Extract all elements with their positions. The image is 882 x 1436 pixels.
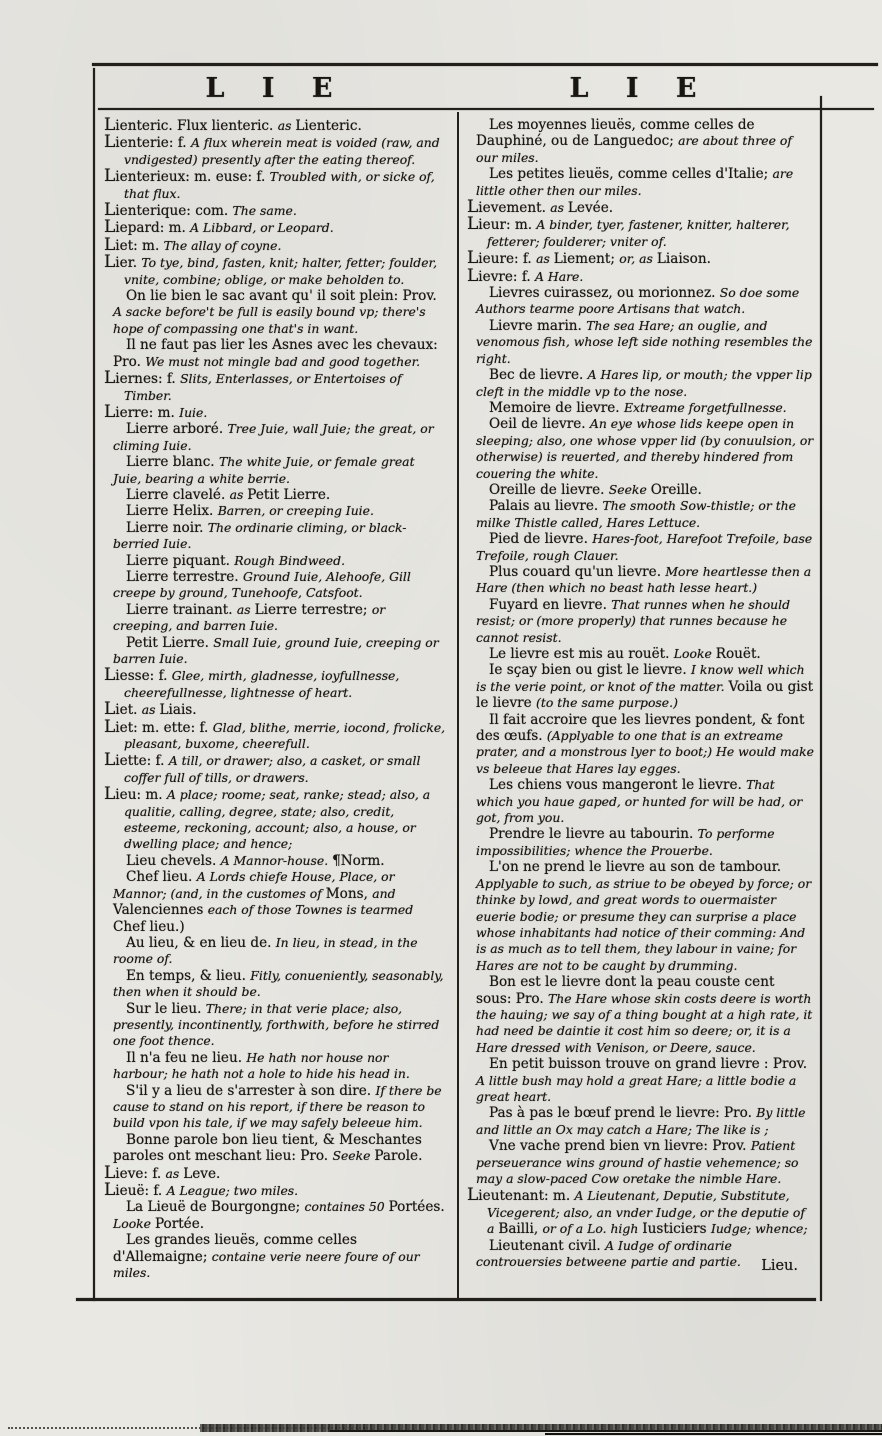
entry-gloss-segment: Patient perseuerance wins ground of hastie vehemence; so may a slow-paced Cow oretake the nimble Hare. — [476, 1138, 799, 1186]
entry-headword-segment: La Lieuë de Bourgongne; — [126, 1199, 305, 1216]
entry-gloss-segment: as — [141, 702, 160, 718]
entry-headword-segment: Lienteric. Flux lienteric. — [104, 115, 278, 135]
entry-headword-segment: Lienterieux: m. euse: f. — [104, 166, 270, 187]
entry-headword-segment: Lieutenant civil. — [489, 1237, 606, 1254]
dictionary-entry — [467, 117, 814, 166]
entry-headword-segment: Les grandes lieuës, comme celles d'Allemaigne; — [113, 1232, 357, 1265]
dictionary-entry — [104, 752, 446, 786]
dictionary-entry — [104, 553, 446, 569]
entry-headword-segment: Les chiens vous mangeront le lievre. — [489, 777, 747, 794]
entry-headword-segment: Il ne faut pas lier les Asnes avec les chevaux: Pro. — [113, 337, 438, 370]
dictionary-entry — [104, 117, 446, 134]
entry-gloss-segment: A Lieutenant, Deputie, Substitute, Vicegerent; also, an vnder Iudge, or the deputie of a — [487, 1188, 805, 1237]
entry-gloss-segment: Iudge; whence; — [710, 1221, 808, 1237]
column-right — [467, 117, 814, 1270]
entry-gloss-segment: A Mannor-house. — [220, 852, 333, 868]
entry-gloss-segment: Hares-foot, Harefoot Trefoile, base Trefoile, rough Clauer. — [476, 531, 813, 563]
dictionary-entry — [104, 421, 446, 454]
entry-headword-segment: Fuyard en lievre. — [489, 596, 612, 613]
frame-bottom-rule — [76, 1298, 816, 1301]
entry-gloss-segment: There; in that verie place; also, presently, incontinently, forthwith, before he stirred one foot thence. — [113, 1000, 440, 1049]
entry-gloss-segment: Barren, or creeping Iuie. — [217, 503, 374, 519]
entry-headword-segment: Parole. — [374, 1148, 423, 1165]
column-left — [104, 117, 446, 1281]
entry-headword-segment: Memoire de lievre. — [489, 399, 624, 416]
entry-gloss-segment: A flux wherein meat is voided (raw, and vndigested) presently after the eating thereof. — [124, 135, 440, 167]
entry-headword-segment: Leve. — [183, 1165, 221, 1182]
scan-artifact-line — [330, 1430, 882, 1432]
entry-gloss-segment: are little other then our miles. — [476, 166, 794, 198]
entry-headword-segment: Il fait accroire que les lievres pondent, & font des œufs. — [476, 711, 805, 745]
dictionary-entry — [104, 454, 446, 487]
entry-headword-segment: Lieutenant: m. — [467, 1185, 575, 1206]
column-divider — [457, 112, 459, 1300]
entry-gloss-segment: as — [236, 601, 255, 617]
entry-headword-segment: Lierre clavelé. — [126, 486, 230, 503]
entry-gloss-segment: Glad, blithe, merrie, iocond, frolicke, pleasant, buxome, cheerefull. — [124, 719, 446, 752]
entry-headword-segment: Palais au lievre. — [489, 498, 603, 515]
entry-gloss-segment: A binder, tyer, fastener, knitter, halterer, fetterer; foulderer; vniter of. — [487, 217, 790, 249]
entry-gloss-segment: So doe some Authors tearme poore Artisans that watch. — [476, 285, 800, 317]
entry-gloss-segment: A Hare. — [535, 268, 584, 284]
entry-gloss-segment: each of those Townes is tearmed — [207, 902, 414, 918]
entry-headword-segment: Plus couard qu'un lievre. — [489, 563, 666, 580]
dictionary-entry — [467, 1138, 814, 1187]
entry-headword-segment: Les moyennes lieuës, comme celles de Dauphiné, ou de Languedoc; — [476, 117, 755, 150]
entry-headword-segment: Sur le lieu. — [126, 1000, 206, 1017]
entry-headword-segment: Lierre piquant. — [126, 552, 235, 569]
entry-headword-segment: Bon est le lievre dont la peau couste cent sous: Pro. — [476, 974, 775, 1007]
entry-gloss-segment: The white Juie, or female great Juie, bearing a white berrie. — [113, 454, 415, 486]
dictionary-entry — [104, 337, 446, 370]
entry-gloss-segment: In lieu, in stead, in the roome of. — [113, 934, 418, 967]
entry-headword-segment: Oreille. — [650, 481, 702, 498]
dictionary-entry — [467, 777, 814, 826]
entry-headword-segment: Bailli, — [498, 1221, 543, 1238]
entry-gloss-segment: as — [536, 251, 554, 267]
entry-gloss-segment: He hath nor house nor harbour; he hath not a hole to hide his head in. — [113, 1049, 410, 1082]
entry-gloss-segment: Seeke — [332, 1148, 375, 1164]
entry-headword-segment: On lie bien le sac avant qu' il soit plein: Prov. — [126, 288, 437, 305]
entry-gloss-segment: or creeping, and barren Iuie. — [113, 601, 386, 634]
dictionary-entry — [467, 265, 814, 286]
entry-gloss-segment: That runnes when he should resist; or (more properly) that runnes because he cannot resist. — [476, 596, 791, 645]
dictionary-entry — [467, 974, 814, 1056]
dictionary-entry — [467, 1105, 814, 1138]
entry-headword-segment: Lieure: f. — [467, 248, 537, 269]
dictionary-entry — [467, 646, 814, 662]
dictionary-entry — [467, 531, 814, 564]
entry-gloss-segment: To performe impossibilities; whence the Prouerbe. — [476, 826, 775, 858]
entry-gloss-segment: Rough Bindweed. — [234, 552, 346, 568]
entry-headword-segment: Lierre: m. — [104, 401, 180, 422]
entry-headword-segment: Liet: m. — [104, 234, 164, 255]
dictionary-entry — [467, 826, 814, 859]
entry-headword-segment: Lienterique: com. — [104, 200, 233, 221]
entry-headword-segment: Lieuë: f. — [104, 1180, 167, 1200]
dictionary-entry — [104, 569, 446, 602]
entry-gloss-segment: as — [229, 486, 248, 502]
dictionary-entry — [467, 199, 814, 216]
dictionary-entry — [467, 216, 814, 250]
entry-headword-segment: Lienteric. — [295, 118, 362, 134]
entry-gloss-segment: A little bush may hold a great Hare; a little bodie a great heart. — [476, 1072, 797, 1104]
dictionary-entry — [467, 166, 814, 199]
entry-gloss-segment: We must not mingle bad and good together. — [145, 353, 421, 369]
entry-gloss-segment: A League; two miles. — [166, 1183, 299, 1198]
entry-gloss-segment: The same. — [232, 203, 297, 219]
dictionary-entry — [467, 712, 814, 778]
dictionary-entry — [104, 1232, 446, 1281]
entry-gloss-segment: (to the same purpose.) — [536, 695, 678, 711]
entry-headword-segment: Lierre trainant. — [126, 601, 237, 618]
entry-headword-segment: Lierre arboré. — [126, 421, 228, 438]
entry-gloss-segment: Looke — [673, 646, 716, 661]
entry-headword-segment: Rouët. — [715, 646, 761, 662]
entry-gloss-segment: A Lords chiefe House, Place, or Mannor; (and, in the customes of — [113, 869, 395, 901]
entry-headword-segment: Chef lieu. — [126, 869, 197, 886]
frame-left-border — [93, 68, 95, 1301]
entry-gloss-segment: A Libbard, or Leopard. — [190, 220, 334, 236]
entry-gloss-segment: A till, or drawer; also, a casket, or small coffer full of tills, or drawers. — [124, 753, 421, 785]
frame-top-rule — [92, 63, 878, 66]
entry-gloss-segment: A Hares lip, or mouth; the vpper lip cleft in the middle vp to the nose. — [476, 367, 812, 399]
entry-gloss-segment: containes 50 — [304, 1199, 389, 1215]
entry-headword-segment: Lievre marin. — [489, 317, 587, 334]
entry-headword-segment: S'il y a lieu de s'arrester à son dire. — [126, 1082, 376, 1099]
entry-headword-segment: Pas à pas le bœuf prend le lievre: Pro. — [489, 1105, 757, 1122]
entry-headword-segment: Portée. — [154, 1215, 205, 1232]
entry-gloss-segment: A sacke before't be full is easily bound vp; there's hope of compassing one that's in want. — [113, 304, 426, 336]
entry-gloss-segment: Applyable to such, as striue to be obeyed by force; or thinke by lowd, and great words to ouermaister euerie bodie; or presume they can surprise a place whose inhabitants had notice of their comming: And is as much as to tell them, they labour in vaine; for Hares are not to be caught by drumming. — [476, 875, 812, 973]
entry-gloss-segment: The sea Hare; an ouglie, and venomous fish, whose left side nothing resembles the right. — [476, 317, 813, 366]
entry-gloss-segment: or of a Lo. high — [542, 1221, 643, 1237]
entry-gloss-segment: and — [372, 885, 396, 901]
dictionary-entry — [104, 1182, 446, 1199]
dictionary-entry — [104, 202, 446, 219]
entry-headword-segment: Lier. — [104, 252, 142, 273]
entry-headword-segment: Le lievre est mis au rouët. — [489, 646, 674, 662]
entry-gloss-segment: A place; roome; seat, ranke; stead; also, a qualitie, calling, degree, state; also, credit, esteeme, reckoning, account; also, a house, or dwelling place; and hence; — [124, 787, 431, 852]
entry-headword-segment: Ie sçay bien ou gist le lievre. — [489, 662, 691, 679]
entry-headword-segment: Oreille de lievre. — [489, 481, 609, 498]
dictionary-entry — [467, 859, 814, 974]
entry-headword-segment: Iusticiers — [642, 1221, 711, 1238]
entry-gloss-segment: The allay of coyne. — [163, 237, 282, 253]
dictionary-entry — [467, 285, 814, 318]
frame-right-border — [820, 96, 822, 1301]
dictionary-entry — [104, 869, 446, 935]
entry-gloss-segment: Slits, Enterlasses, or Entertoises of Timber. — [124, 371, 402, 403]
dictionary-entry — [104, 1199, 446, 1232]
dictionary-entry — [104, 134, 446, 168]
running-head-right: L I E — [569, 73, 711, 104]
entry-headword-segment: Bec de lievre. — [489, 367, 588, 384]
dictionary-entry — [467, 482, 814, 498]
dictionary-entry — [104, 219, 446, 236]
entry-headword-segment: Lieu: m. — [104, 784, 167, 805]
dictionary-entry — [104, 853, 446, 869]
dictionary-entry — [104, 635, 446, 668]
dictionary-entry — [467, 416, 814, 482]
entry-headword-segment: Voila ou gist le lievre — [476, 678, 814, 712]
dictionary-entry — [104, 1001, 446, 1050]
entry-headword-segment: Lierre terrestre; — [254, 601, 372, 618]
entry-headword-segment: Mons, — [325, 885, 373, 902]
dictionary-entry — [104, 786, 446, 853]
entry-gloss-segment: A Iudge of ordinarie controuersies betweene partie and partie. — [476, 1237, 741, 1270]
entry-gloss-segment: Looke — [113, 1215, 155, 1231]
entry-headword-segment: Les petites lieuës, comme celles d'Italie; — [489, 166, 773, 183]
entry-headword-segment: Bonne parole bon lieu tient, & Meschantes paroles ont meschant lieu: Pro. — [113, 1131, 422, 1165]
entry-headword-segment: Liais. — [159, 702, 197, 719]
entry-headword-segment: Lierre blanc. — [126, 454, 219, 471]
entry-gloss-segment: The smooth Sow-thistle; or the milke Thistle called, Hares Lettuce. — [476, 498, 796, 530]
entry-headword-segment: Valenciennes — [113, 902, 208, 919]
entry-headword-segment: Liepard: m. — [104, 217, 191, 238]
entry-gloss-segment: Seeke — [608, 481, 651, 497]
entry-gloss-segment: or, as — [619, 251, 657, 267]
entry-gloss-segment: More heartlesse then a Hare (then which no beast hath lesse heart.) — [476, 563, 812, 596]
entry-gloss-segment: I know well which is the verie point, or knot of the matter. — [476, 662, 805, 694]
dictionary-entry — [104, 520, 446, 553]
entry-gloss-segment: (Applyable to one that is an extreame prater, and a monstrous lyer to boot;) He would make vs beleeue that Hares lay egges. — [476, 728, 814, 776]
entry-gloss-segment: If there be cause to stand on his report, if there be reason to build vpon his tale, if we may safely beleeue him. — [113, 1082, 442, 1131]
entry-headword-segment: Prendre le lievre au tabourin. — [489, 826, 698, 843]
dictionary-entry — [104, 254, 446, 288]
entry-headword-segment: Liaison. — [656, 251, 711, 268]
dictionary-entry — [104, 1162, 446, 1183]
entry-gloss-segment: Ground Iuie, Alehoofe, Gill creepe by ground, Tunehoofe, Catsfoot. — [113, 568, 411, 601]
entry-headword-segment: L'on ne prend le lievre au son de tambour. — [489, 859, 782, 876]
dictionary-entry — [104, 370, 446, 404]
entry-gloss-segment: Troubled with, or sicke of, that flux. — [124, 169, 435, 201]
dictionary-entry — [104, 716, 446, 753]
dictionary-entry — [467, 597, 814, 646]
entry-gloss-segment: Tree Juie, wall Juie; the great, or climing Iuie. — [113, 421, 434, 453]
entry-headword-segment: Lieu chevels. — [126, 852, 221, 869]
entry-headword-segment: Liement; — [553, 251, 620, 268]
dictionary-entry — [467, 498, 814, 531]
dictionary-entry — [467, 318, 814, 367]
entry-gloss-segment: By little and little an Ox may catch a Hare; The like is ; — [476, 1105, 806, 1137]
running-head-left: L I E — [205, 73, 347, 104]
entry-headword-segment: Lievement. — [467, 197, 551, 218]
entry-headword-segment: Levée. — [567, 200, 614, 217]
entry-headword-segment: Petit Lierre. — [126, 634, 214, 651]
entry-headword-segment: Pied de lievre. — [489, 531, 593, 548]
entry-headword-segment: En temps, & lieu. — [126, 967, 251, 984]
dictionary-entry — [104, 701, 446, 718]
dictionary-entry — [467, 250, 814, 267]
entry-gloss-segment: Fitly, conueniently, seasonably, then when it should be. — [113, 967, 444, 1000]
entry-gloss-segment: That which you haue gaped, or hunted for will be had, or got, from you. — [476, 777, 803, 826]
entry-headword-segment: Lienterie: f. — [104, 132, 191, 153]
entry-headword-segment: Lieur: m. — [467, 214, 537, 235]
entry-gloss-segment: Extreame forgetfullnesse. — [623, 399, 787, 415]
dictionary-entry — [104, 234, 446, 255]
entry-gloss-segment: Small Iuie, ground Iuie, creeping or barren Iuie. — [113, 634, 439, 666]
entry-headword-segment: Liesse: f. — [104, 665, 172, 686]
entry-gloss-segment: as — [277, 118, 296, 133]
dictionary-entry — [467, 662, 814, 711]
dictionary-entry — [104, 667, 446, 701]
entry-gloss-segment: To tye, bind, fasten, knit; halter, fetter; foulder, vnite, combine; oblige, or make beholden to. — [124, 255, 438, 287]
entry-headword-segment: Lierre Helix. — [126, 503, 218, 520]
entry-headword-segment: Oeil de lievre. — [489, 416, 590, 433]
entry-headword-segment: Chef lieu.) — [113, 918, 185, 935]
dictionary-entry — [104, 602, 446, 635]
dictionary-entry — [104, 168, 446, 202]
entry-gloss-segment: as — [550, 200, 568, 216]
dictionary-entry — [104, 1050, 446, 1083]
entry-headword-segment: Liet: m. ette: f. — [104, 716, 213, 737]
dictionary-entry — [467, 1056, 814, 1105]
entry-headword-segment: Lierre terrestre. — [126, 568, 243, 585]
entry-headword-segment: En petit buisson trouve on grand lievre : Prov. — [489, 1056, 808, 1073]
entry-headword-segment: Au lieu, & en lieu de. — [126, 934, 276, 951]
entry-headword-segment: Petit Lierre. — [247, 486, 331, 503]
entry-headword-segment: Liet. — [104, 699, 142, 720]
entry-headword-segment: Liernes: f. — [104, 368, 181, 389]
dictionary-entry — [467, 367, 814, 400]
dictionary-entry — [467, 1187, 814, 1237]
entry-gloss-segment: Iuie. — [179, 404, 208, 420]
frame-header-bottom-rule — [98, 108, 874, 110]
entry-gloss-segment: containe verie neere foure of our miles. — [113, 1248, 420, 1281]
entry-gloss-segment: The Hare whose skin costs deere is worth the hauing; we say of a thing bought at a high rate, it had need be daintie it cost him so deere; or, it is a Hare dressed with Venison, or Deere, sauce. — [476, 990, 813, 1055]
entry-headword-segment: Portées. — [388, 1199, 445, 1216]
entry-gloss-segment: An eye whose lids keepe open in sleeping; also, one whose vpper lid (by conuulsion, or otherwise) is reuerted, and thereby hindered from couering the white. — [476, 416, 814, 481]
dictionary-entry — [104, 288, 446, 337]
entry-gloss-segment: Glee, mirth, gladnesse, ioyfullnesse, cheerefullnesse, lightnesse of heart. — [124, 668, 400, 700]
dictionary-entry — [104, 503, 446, 519]
entry-headword-segment: Liette: f. — [104, 750, 169, 771]
entry-gloss-segment: are about three of our miles. — [476, 133, 792, 165]
entry-gloss-segment: The ordinarie climing, or black-berried Iuie. — [113, 519, 407, 552]
catchword: Lieu. — [761, 1258, 798, 1274]
entry-headword-segment: Lievre: f. — [467, 265, 536, 286]
entry-headword-segment: Vne vache prend bien vn lievre: Prov. — [489, 1138, 751, 1155]
dictionary-entry — [104, 1083, 446, 1132]
dictionary-entry — [467, 400, 814, 416]
dictionary-entry — [104, 487, 446, 503]
dictionary-entry — [104, 968, 446, 1001]
entry-headword-segment: Lievres cuirassez, ou morionnez. — [489, 285, 720, 302]
scan-artifact-line — [545, 1433, 882, 1435]
dictionary-entry — [104, 401, 446, 422]
dictionary-entry — [467, 564, 814, 597]
dictionary-entry — [104, 935, 446, 968]
entry-headword-segment: Il n'a feu ne lieu. — [126, 1049, 247, 1066]
entry-headword-segment: Lierre noir. — [126, 519, 208, 536]
entry-headword-segment: ¶Norm. — [332, 852, 385, 869]
dictionary-entry — [104, 1132, 446, 1165]
entry-gloss-segment: as — [165, 1165, 184, 1181]
entry-headword-segment: Lieve: f. — [104, 1162, 166, 1183]
